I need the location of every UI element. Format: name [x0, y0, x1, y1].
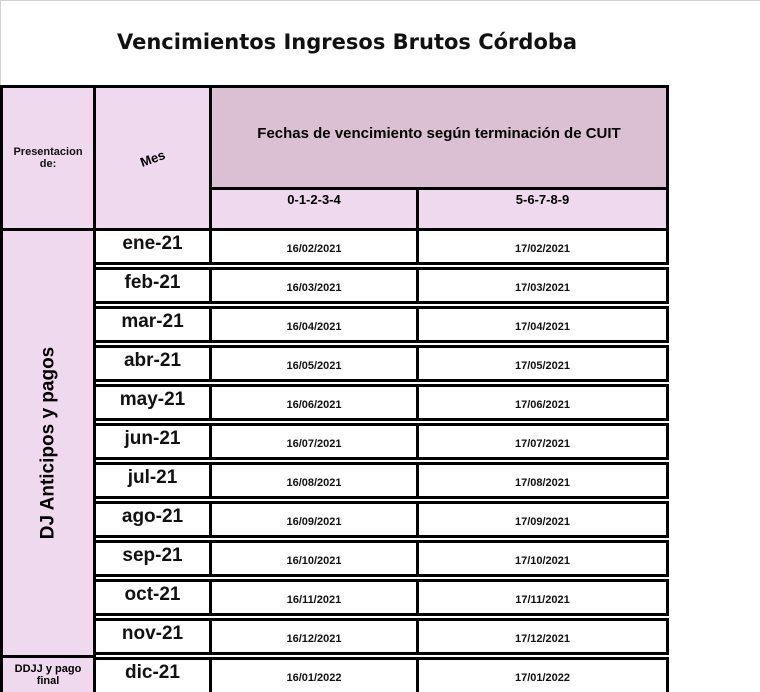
date-group-2-cell [416, 618, 669, 655]
date-group-1-cell [209, 618, 419, 655]
date-group-1-cell [209, 657, 419, 692]
date-value: 17/03/2021 [514, 281, 571, 294]
date-value: 17/06/2021 [514, 398, 571, 411]
dj-anticipos-label: DJ Anticipos y pagos [37, 346, 58, 540]
month-label: oct-21 [124, 583, 181, 605]
date-group-2-cell [416, 579, 669, 616]
group-2-label: 5-6-7-8-9 [515, 192, 570, 207]
date-value: 16/12/2021 [286, 632, 342, 645]
month-label: may-21 [119, 388, 186, 410]
ddjj-label: DDJJ y pago final [14, 663, 82, 687]
date-group-1-cell [209, 267, 419, 304]
date-group-1-cell [209, 228, 419, 265]
date-value: 17/07/2021 [514, 437, 571, 450]
date-value: 17/08/2021 [514, 476, 571, 489]
month-cell [93, 618, 212, 655]
sheet-border-top [0, 0, 760, 1]
group-2-header [416, 187, 669, 231]
date-value: 16/10/2021 [286, 554, 342, 567]
date-group-1-cell [209, 501, 419, 538]
month-label: nov-21 [121, 622, 184, 644]
date-value: 16/02/2021 [286, 242, 342, 255]
date-group-1-cell [209, 306, 419, 343]
month-label: sep-21 [122, 544, 183, 566]
month-label: jul-21 [127, 466, 178, 488]
month-label: feb-21 [124, 271, 181, 293]
date-value: 16/04/2021 [286, 320, 342, 333]
month-label: abr-21 [123, 349, 182, 371]
date-group-1-cell [209, 345, 419, 382]
fechas-header [209, 85, 669, 190]
month-cell [93, 501, 212, 538]
month-cell [93, 267, 212, 304]
month-label: ago-21 [121, 505, 184, 527]
date-value: 17/05/2021 [514, 359, 571, 372]
date-group-2-cell [416, 540, 669, 577]
date-value: 16/03/2021 [286, 281, 342, 294]
sheet-border-left [0, 0, 1, 88]
date-group-1-cell [209, 540, 419, 577]
date-value: 16/11/2021 [286, 593, 342, 606]
month-label: dic-21 [125, 662, 180, 683]
month-label: ene-21 [122, 232, 183, 254]
date-group-2-cell [416, 657, 669, 692]
date-group-1-cell [209, 384, 419, 421]
date-group-2-cell [416, 228, 669, 265]
date-value: 17/01/2022 [514, 672, 571, 684]
month-cell [93, 540, 212, 577]
date-group-2-cell [416, 423, 669, 460]
month-cell [93, 423, 212, 460]
presentacion-header [0, 85, 96, 231]
date-value: 17/12/2021 [514, 632, 571, 645]
date-group-2-cell [416, 306, 669, 343]
date-value: 17/09/2021 [514, 515, 571, 528]
date-value: 16/06/2021 [286, 398, 342, 411]
date-value: 17/10/2021 [514, 554, 571, 567]
date-value: 17/02/2021 [514, 242, 571, 255]
date-group-2-cell [416, 501, 669, 538]
month-label: mar-21 [121, 310, 184, 332]
date-group-1-cell [209, 423, 419, 460]
month-cell [93, 462, 212, 499]
date-value: 16/05/2021 [286, 359, 342, 372]
date-group-2-cell [416, 462, 669, 499]
mes-header [93, 85, 212, 231]
date-group-2-cell [416, 384, 669, 421]
group-1-label: 0-1-2-3-4 [287, 192, 341, 207]
date-value: 16/07/2021 [286, 437, 342, 450]
month-cell [93, 306, 212, 343]
date-value: 17/11/2021 [515, 593, 570, 606]
month-cell [93, 579, 212, 616]
month-cell [93, 345, 212, 382]
mes-label: Mes [138, 146, 167, 170]
date-group-2-cell [416, 345, 669, 382]
month-cell [93, 657, 212, 692]
fechas-label: Fechas de vencimiento según terminación de CUIT [257, 125, 621, 142]
dj-anticipos-cell [0, 228, 96, 658]
date-value: 16/08/2021 [286, 476, 342, 489]
page-title: Vencimientos Ingresos Brutos Córdoba [117, 30, 578, 54]
date-group-1-cell [209, 462, 419, 499]
date-group-1-cell [209, 579, 419, 616]
presentacion-label: Presentacion de: [13, 146, 83, 170]
date-value: 16/09/2021 [286, 515, 342, 528]
group-1-header [209, 187, 419, 231]
month-cell [93, 384, 212, 421]
date-group-2-cell [416, 267, 669, 304]
date-value: 17/04/2021 [514, 320, 571, 333]
month-cell [93, 228, 212, 265]
month-label: jun-21 [124, 427, 181, 449]
date-value: 16/01/2022 [286, 672, 342, 684]
ddjj-cell [0, 655, 96, 692]
